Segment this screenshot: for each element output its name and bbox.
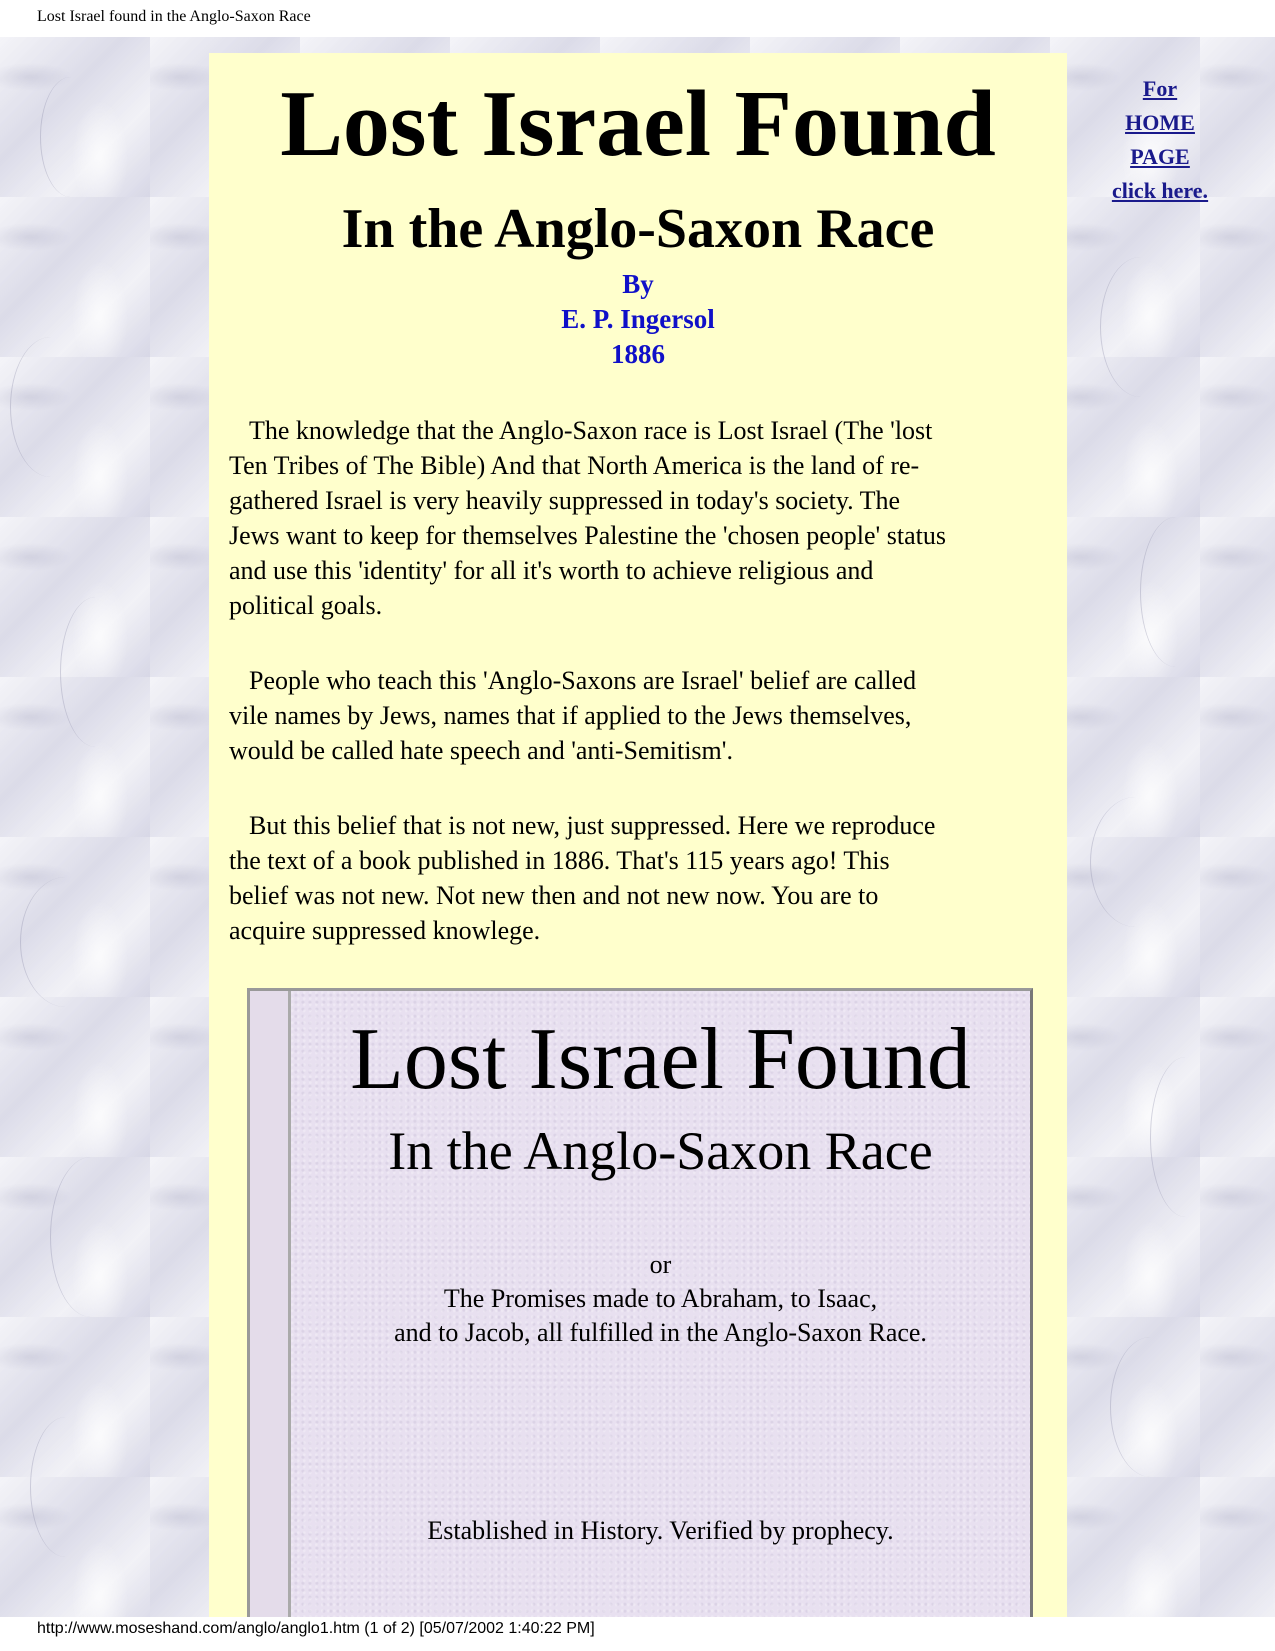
page-title: Lost Israel Found (280, 72, 996, 176)
marble-vein (40, 77, 101, 197)
book-established: Established in History. Verified by prophecy. (427, 1516, 894, 1545)
marble-vein (1110, 1337, 1191, 1477)
paragraph-line: The knowledge that the Anglo-Saxon race is Lost Israel (The 'lost (249, 416, 933, 445)
book-promises (291, 1282, 1030, 1350)
print-header-title: Lost Israel found in the Anglo-Saxon Race (37, 8, 311, 25)
home-link-line: For (1142, 76, 1178, 101)
marble-vein (30, 1417, 101, 1557)
paragraph-line: would be called hate speech and 'anti-Semitism'. (229, 736, 733, 765)
home-link-line: PAGE (1130, 144, 1190, 169)
book-cover-image (247, 988, 1033, 1617)
print-footer-url: http://www.moseshand.com/anglo/anglo1.htm (1 of 2) [05/07/2002 1:40:22 PM] (37, 1620, 595, 1637)
home-link-line: HOME (1125, 110, 1195, 135)
paragraph-line: vile names by Jews, names that if applied to the Jews themselves, (229, 701, 912, 730)
marble-vein (1150, 1057, 1221, 1217)
home-page-link[interactable] (1085, 72, 1235, 208)
intro-paragraph-2 (229, 663, 1049, 768)
marble-vein (20, 877, 111, 1007)
paragraph-line: Jews want to keep for themselves Palestine the 'chosen people' status (229, 521, 946, 550)
marble-vein (1140, 517, 1211, 667)
book-promises-line: and to Jacob, all fulfilled in the Anglo-Saxon Race. (394, 1318, 927, 1347)
main-content (209, 53, 1067, 1617)
paragraph-line: and use this 'identity' for all it's worth to achieve religious and (229, 556, 874, 585)
paragraph-line: belief was not new. Not new then and not new now. You are to (229, 881, 879, 910)
paragraph-line: gathered Israel is very heavily suppressed in today's society. The (229, 486, 901, 515)
byline-by: By (622, 269, 654, 299)
byline-author: E. P. Ingersol (561, 304, 715, 334)
paragraph-line: People who teach this 'Anglo-Saxons are Israel' belief are called (249, 666, 917, 695)
book-spine (250, 991, 291, 1617)
paragraph-line: the text of a book published in 1886. That's 115 years ago! This (229, 846, 890, 875)
home-link-line: click here. (1111, 178, 1209, 203)
page-subtitle: In the Anglo-Saxon Race (341, 198, 935, 260)
paragraph-line: Ten Tribes of The Bible) And that North America is the land of re- (229, 451, 920, 480)
marble-vein (1100, 257, 1181, 397)
book-promises-line: The Promises made to Abraham, to Isaac, (443, 1284, 878, 1313)
book-face (291, 991, 1030, 1617)
byline (209, 267, 1067, 372)
intro-paragraph-3 (229, 808, 1049, 948)
marble-vein (60, 597, 131, 747)
marble-vein (1090, 797, 1181, 927)
intro-paragraph-1 (229, 413, 1049, 623)
byline-year: 1886 (611, 339, 665, 369)
book-subtitle: In the Anglo-Saxon Race (388, 1121, 933, 1181)
marble-vein (50, 1157, 131, 1317)
book-title: Lost Israel Found (350, 1011, 971, 1108)
paragraph-line: political goals. (229, 591, 383, 620)
marble-vein (10, 337, 91, 477)
book-or: or (649, 1250, 672, 1279)
paragraph-line: But this belief that is not new, just suppressed. Here we reproduce (249, 811, 936, 840)
paragraph-line: acquire suppressed knowlege. (229, 916, 541, 945)
